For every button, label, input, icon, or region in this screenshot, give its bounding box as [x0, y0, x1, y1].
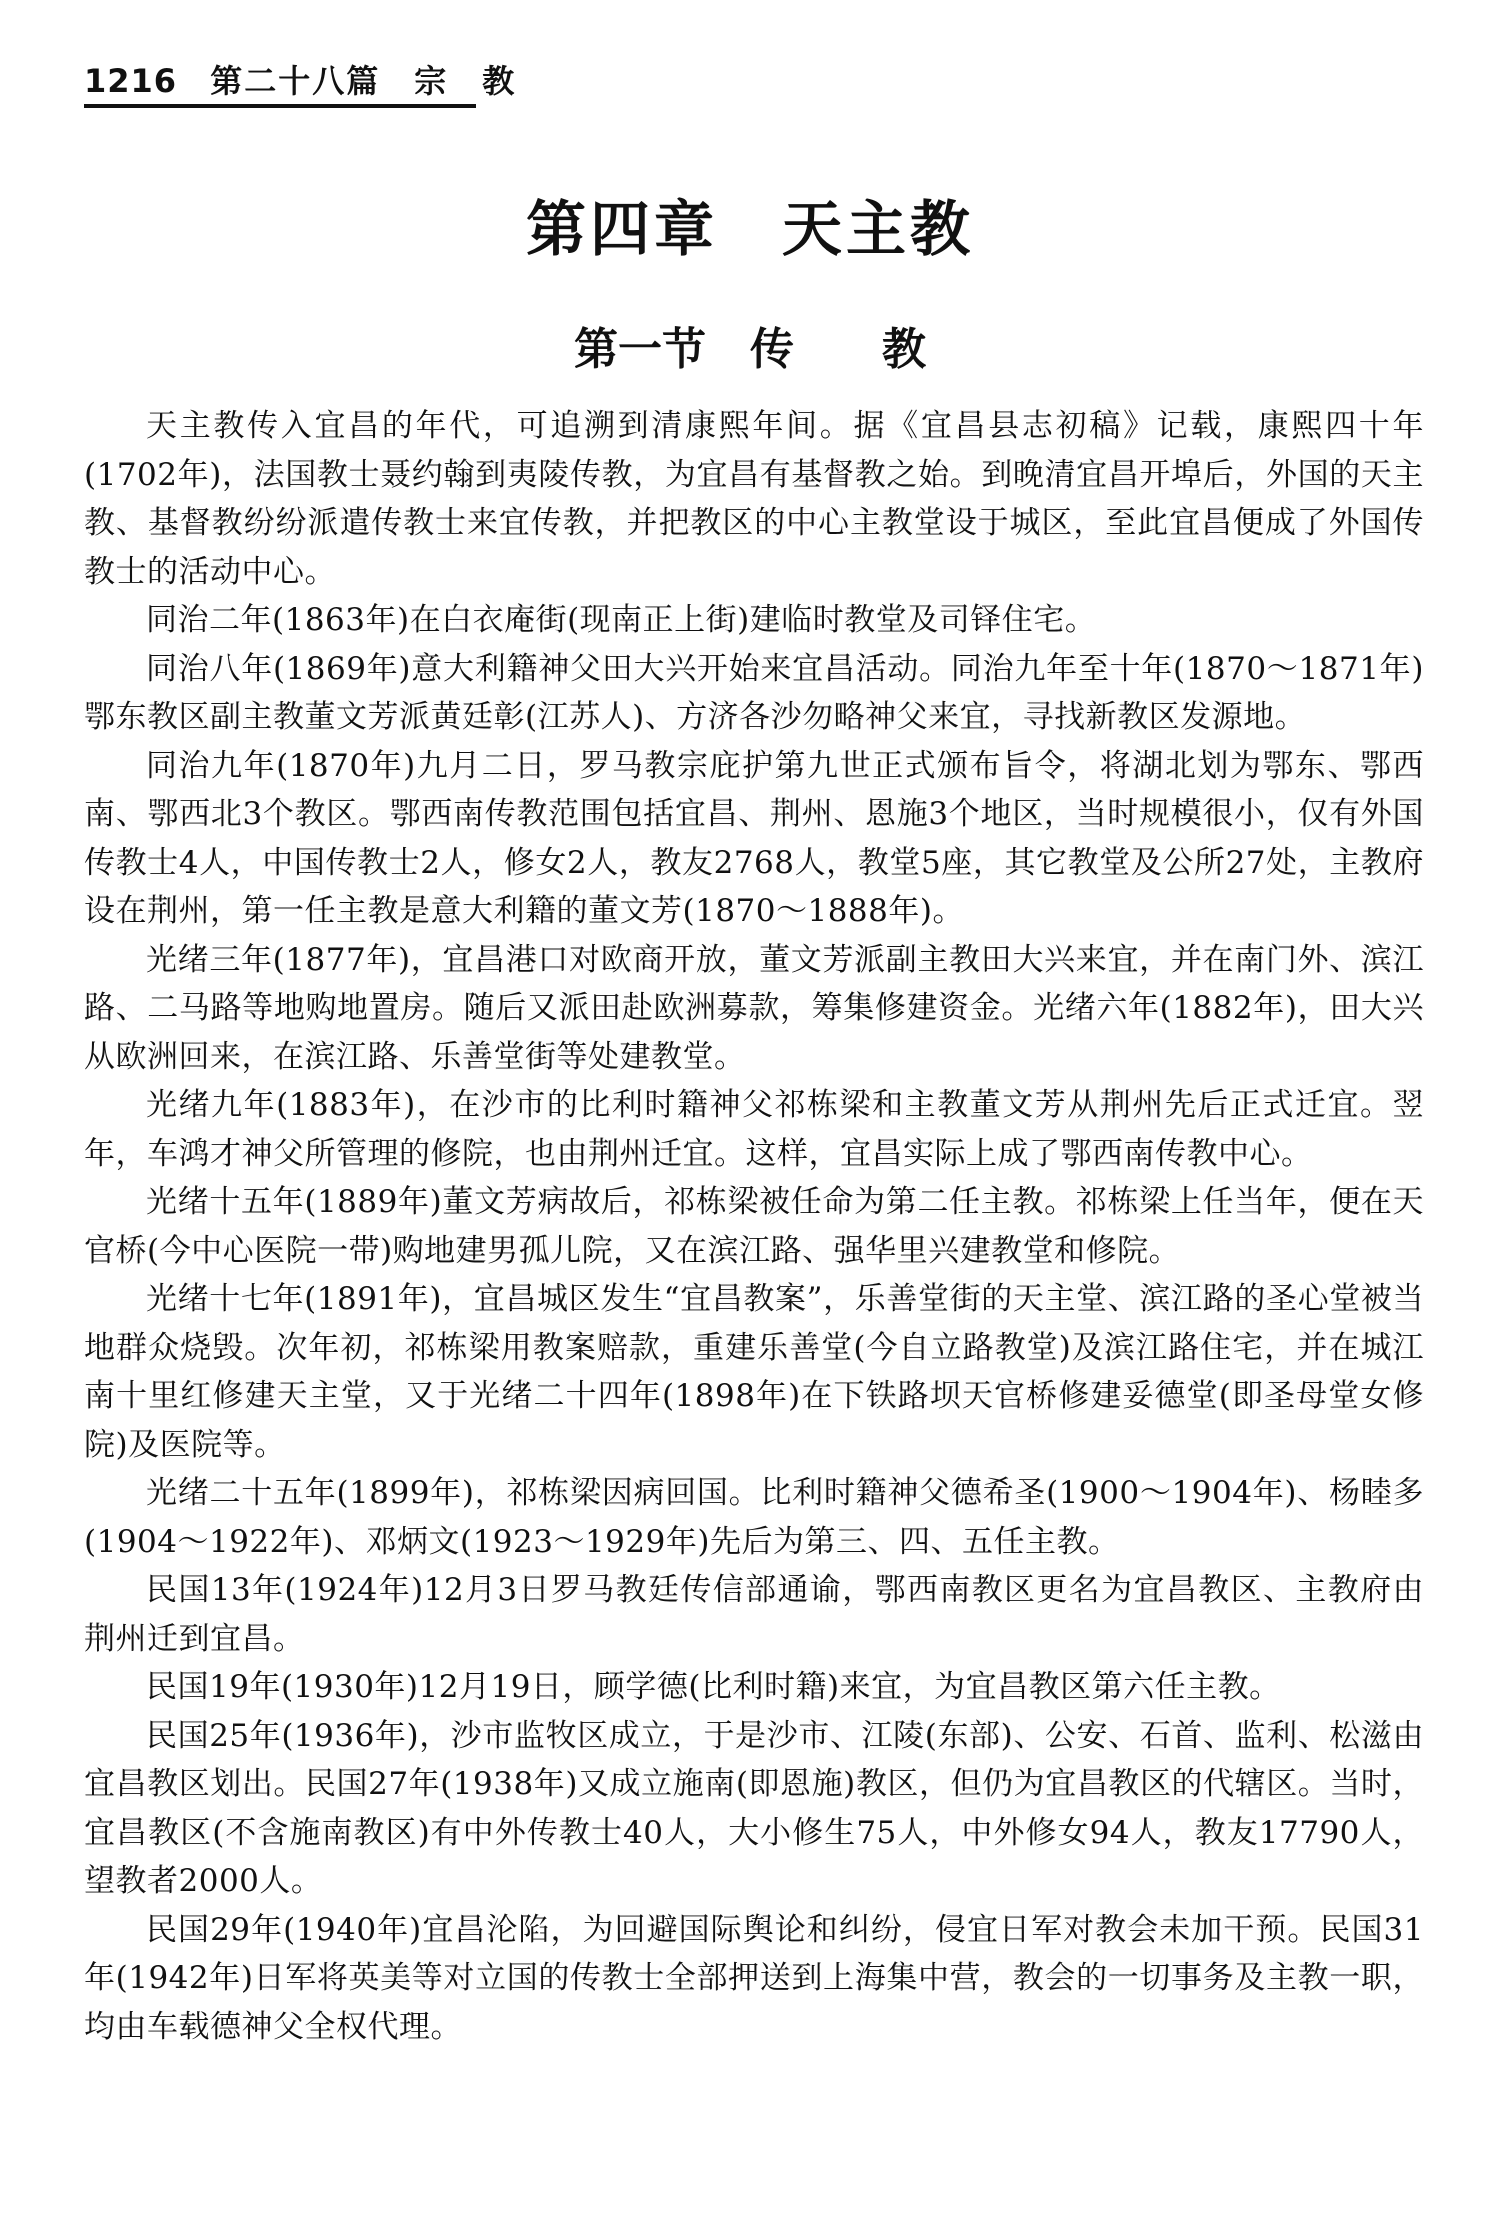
- paragraph: 光绪十五年(1889年)董文芳病故后，祁栋梁被任命为第二任主教。祁栋梁上任当年，便在天官桥(今中心医院一带)购地建男孤儿院，又在滨江路、强华里兴建教堂和修院。: [84, 1184, 1424, 1269]
- section-title: 第一节 传 教: [574, 324, 926, 375]
- part-title: 第二十八篇 宗 教: [210, 62, 517, 100]
- paragraph: 同治八年(1869年)意大利籍神父田大兴开始来宜昌活动。同治九年至十年(1870～1871年)鄂东教区副主教董文芳派黄廷彰(江苏人)、方济各沙勿略神父来宜，寻找新教区发源地。: [84, 650, 1424, 735]
- body-text: [84, 402, 1424, 2051]
- paragraph: 天主教传入宜昌的年代，可追溯到清康熙年间。据《宜昌县志初稿》记载，康熙四十年(1702年)，法国教士聂约翰到夷陵传教，为宜昌有基督教之始。到晚清宜昌开埠后，外国的天主教、基督教纷纷派遣传教士来宜传教，并把教区的中心主教堂设于城区，至此宜昌便成了外国传教士的活动中心。: [84, 408, 1424, 590]
- paragraph: 民国29年(1940年)宜昌沦陷，为回避国际舆论和纠纷，侵宜日军对教会未加干预。民国31年(1942年)日军将英美等对立国的传教士全部押送到上海集中营，教会的一切事务及主教一职，均由车载德神父全权代理。: [84, 1911, 1424, 2045]
- paragraph: 同治九年(1870年)九月二日，罗马教宗庇护第九世正式颁布旨令，将湖北划为鄂东、鄂西南、鄂西北3个教区。鄂西南传教范围包括宜昌、荆州、恩施3个地区，当时规模很小，仅有外国传教士4人，中国传教士2人，修女2人，教友2768人，教堂5座，其它教堂及公所27处，主教府设在荆州，第一任主教是意大利籍的董文芳(1870～1888年)。: [84, 747, 1424, 929]
- paragraph: 光绪三年(1877年)，宜昌港口对欧商开放，董文芳派副主教田大兴来宜，并在南门外、滨江路、二马路等地购地置房。随后又派田赴欧洲募款，筹集修建资金。光绪六年(1882年)，田大兴从欧洲回来，在滨江路、乐善堂街等处建教堂。: [84, 941, 1424, 1075]
- paragraph: 民国13年(1924年)12月3日罗马教廷传信部通谕，鄂西南教区更名为宜昌教区、主教府由荆州迁到宜昌。: [84, 1572, 1424, 1657]
- running-header: [84, 58, 517, 108]
- paragraph: 民国19年(1930年)12月19日，顾学德(比利时籍)来宜，为宜昌教区第六任主教。: [146, 1669, 1281, 1705]
- chapter-title: 第四章 天主教: [526, 195, 974, 265]
- page-number: 1216: [84, 62, 178, 100]
- paragraph: 光绪十七年(1891年)，宜昌城区发生“宜昌教案”，乐善堂街的天主堂、滨江路的圣心堂被当地群众烧毁。次年初，祁栋梁用教案赔款，重建乐善堂(今自立路教堂)及滨江路住宅，并在城江南十里红修建天主堂，又于光绪二十四年(1898年)在下铁路坝天官桥修建妥德堂(即圣母堂女修院)及医院等。: [84, 1281, 1424, 1463]
- paragraph: 民国25年(1936年)，沙市监牧区成立，于是沙市、江陵(东部)、公安、石首、监利、松滋由宜昌教区划出。民国27年(1938年)又成立施南(即恩施)教区，但仍为宜昌教区的代辖区。当时，宜昌教区(不含施南教区)有中外传教士40人，大小修生75人，中外修女94人，教友17790人，望教者2000人。: [84, 1717, 1424, 1899]
- paragraph: 光绪九年(1883年)，在沙市的比利时籍神父祁栋梁和主教董文芳从荆州先后正式迁宜。翌年，车鸿才神父所管理的修院，也由荆州迁宜。这样，宜昌实际上成了鄂西南传教中心。: [84, 1087, 1424, 1172]
- paragraph: 光绪二十五年(1899年)，祁栋梁因病回国。比利时籍神父德希圣(1900～1904年)、杨睦多(1904～1922年)、邓炳文(1923～1929年)先后为第三、四、五任主教。: [84, 1475, 1424, 1560]
- paragraph: 同治二年(1863年)在白衣庵街(现南正上街)建临时教堂及司铎住宅。: [146, 602, 1097, 638]
